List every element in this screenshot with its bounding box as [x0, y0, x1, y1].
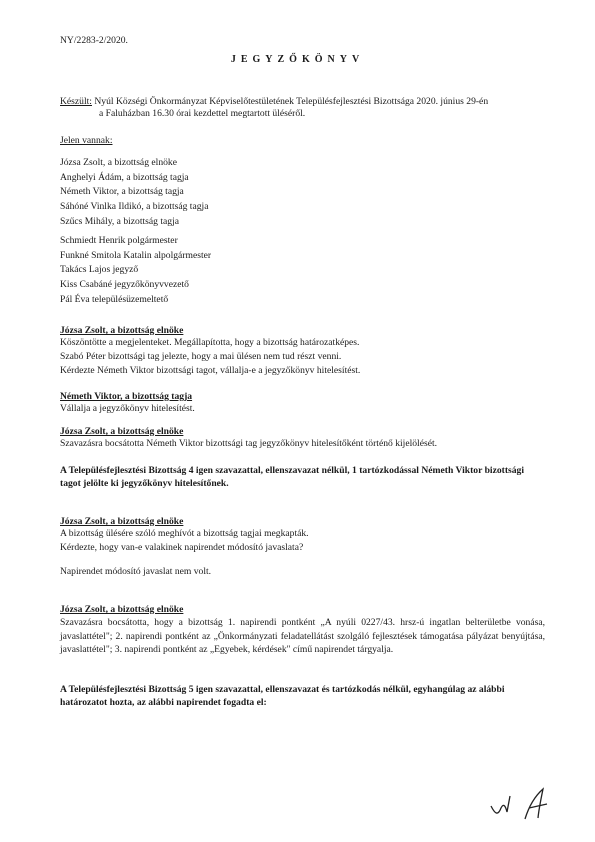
list-item: Schmiedt Henrik polgármester	[60, 235, 178, 246]
paragraph-line: Napirendet módosító javaslat nem volt.	[60, 566, 212, 577]
section-1	[60, 325, 545, 379]
list-item: Szűcs Mihály, a bizottság tagja	[60, 215, 180, 227]
paragraph-line: Köszöntötte a megjelenteket. Megállapította, hogy a bizottság határozatképes.	[60, 337, 360, 348]
members-list	[60, 157, 208, 230]
document-reference: NY/2283-2/2020.	[60, 35, 128, 46]
present-heading: Jelen vannak:	[60, 135, 113, 146]
paragraph: Szavazásra bocsátotta, hogy a bizottság 1. napirendi pontként „A nyúli 0227/43. hrsz-ú ingatlan belterületbe vonása, javaslattétel"; 2. napirendi pontként az „Önkormányzati feladatellátást szolgáló fejlesztések támogatása pályázat benyújtása, javaslattétel"; 3. napirendi pontként az „Egyebek, kérdések" című napirendet tárgyalja.	[60, 617, 545, 655]
speaker-heading: Józsa Zsolt, a bizottság elnöke	[60, 426, 184, 437]
made-statement	[60, 96, 545, 120]
section-4	[60, 516, 545, 578]
list-item: Pál Éva településüzemeltető	[60, 293, 169, 305]
document-title: JEGYZŐKÖNYV	[230, 54, 365, 65]
paragraph-line: Kérdezte Németh Viktor bizottsági tagot, vállalja-e a jegyzőkönyv hitelesítést.	[60, 365, 361, 376]
speaker-heading: Józsa Zsolt, a bizottság elnöke	[60, 604, 184, 615]
others-list	[60, 235, 211, 308]
list-item: Funkné Smitola Katalin alpolgármester	[60, 249, 212, 261]
section-3	[60, 426, 545, 450]
paragraph-line: Vállalja a jegyzőkönyv hitelesítést.	[60, 403, 195, 414]
decision-1: A Településfejlesztési Bizottság 4 igen szavazattal, ellenszavazat nélkül, 1 tartózkodással Németh Viktor bizottsági tagot jelölte ki jegyzőkönyv hitelesítőnek.	[60, 465, 525, 489]
section-2	[60, 391, 545, 415]
decision-2: A Településfejlesztési Bizottság 5 igen szavazattal, ellenszavazat és tartózkodás nélkül, egyhangúlag az alábbi határozatot hozta, az alábbi napirendet fogadta el:	[60, 684, 505, 708]
speaker-heading: Németh Viktor, a bizottság tagja	[60, 391, 193, 402]
paragraph-line: Kérdezte, hogy van-e valakinek napirendet módosító javaslata?	[60, 541, 304, 553]
made-line-1: Nyúl Községi Önkormányzat Képviselőtestületének Településfejlesztési Bizottsága 2020. június 29-én	[91, 96, 489, 107]
made-line-2: a Faluházban 16.30 órai kezdettel megtartott üléséről.	[99, 108, 306, 119]
speaker-heading: Józsa Zsolt, a bizottság elnöke	[60, 516, 184, 527]
section-5	[60, 604, 545, 657]
list-item: Anghelyi Ádám, a bizottság tagja	[60, 171, 189, 183]
list-item: Takács Lajos jegyző	[60, 264, 139, 276]
list-item: Józsa Zsolt, a bizottság elnöke	[60, 157, 177, 168]
signature-initials	[485, 784, 555, 824]
made-label: Készült:	[60, 96, 92, 107]
paragraph-line: Szabó Péter bizottsági tag jelezte, hogy a mai ülésen nem tud részt venni.	[60, 351, 342, 362]
speaker-heading: Józsa Zsolt, a bizottság elnöke	[60, 325, 184, 336]
paragraph-line: Szavazásra bocsátotta Németh Viktor bizottsági tag jegyzőkönyv hitelesítőként történő kijelölését.	[60, 438, 438, 449]
list-item: Németh Viktor, a bizottság tagja	[60, 186, 184, 198]
list-item: Sáhóné Vinlka Ildikó, a bizottság tagja	[60, 201, 209, 213]
paragraph-line: A bizottság ülésére szóló meghívót a bizottság tagjai megkapták.	[60, 528, 309, 539]
list-item: Kiss Csabáné jegyzőkönyvvezető	[60, 279, 189, 291]
